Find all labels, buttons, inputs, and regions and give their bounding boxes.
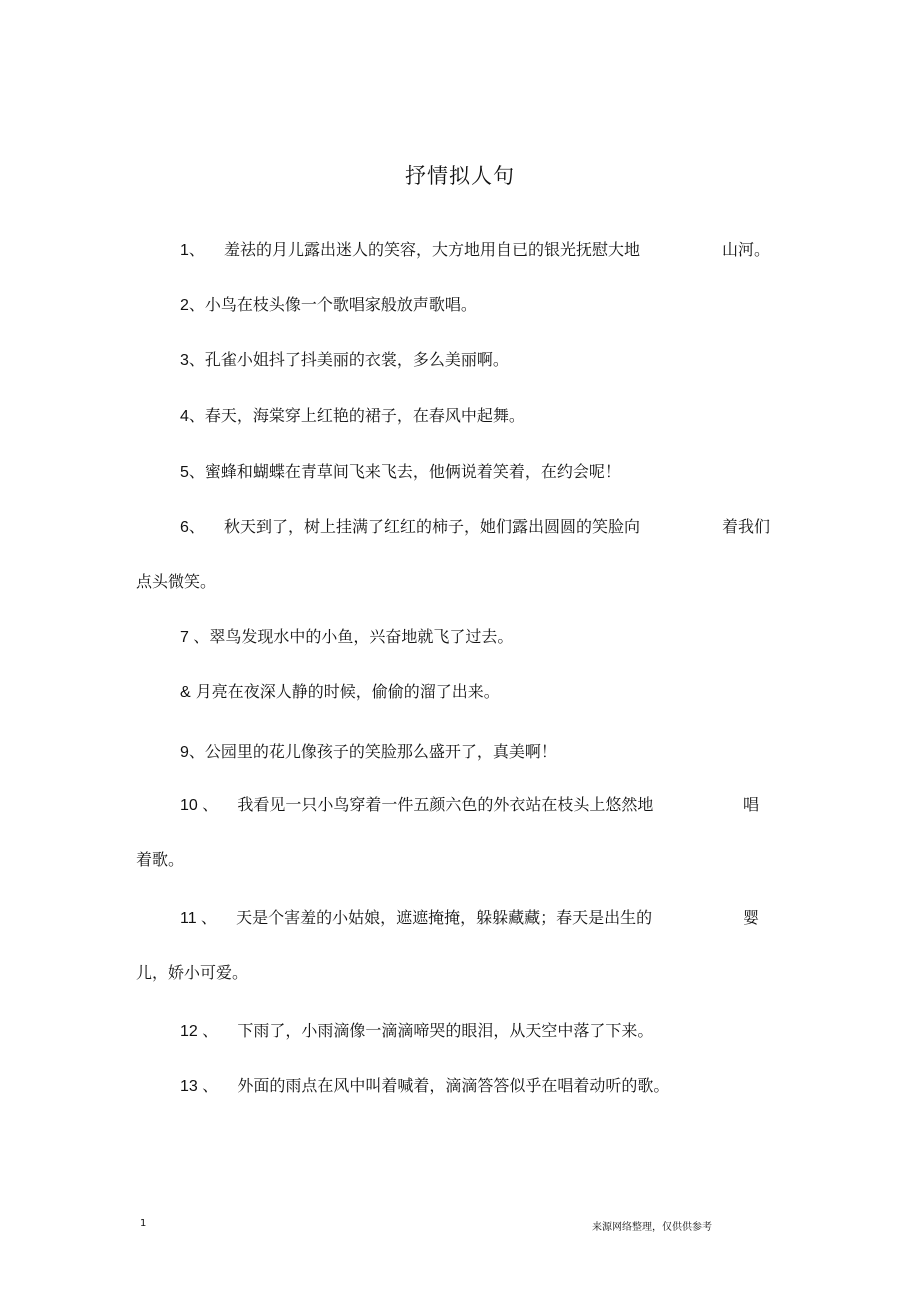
sentence-10-continuation: 着歌。 [136,850,185,869]
sentence-text: 外面的雨点在风中叫着喊着，滴滴答答似乎在唱着动听的歌。 [237,1076,670,1095]
sentence-5 [180,460,621,485]
item-number: 6、 [180,519,205,536]
item-number: 5、 [180,464,205,481]
item-number: 11 、 [180,910,218,927]
item-number: 12 、 [180,1023,219,1040]
sentence-text: 小鸟在枝头像一个歌唱家般放声歌唱。 [204,295,477,314]
sentence-11-continuation: 儿，娇小可爱。 [136,963,249,982]
sentence-text: 春天，海棠穿上红艳的裙子，在春风中起舞。 [204,406,525,425]
sentence-4 [180,404,525,429]
footer-note: 来源网络整理，仅供供参考 [592,1222,712,1233]
sentence-12 [180,1019,653,1044]
sentence-7 [180,625,513,650]
item-number: 9、 [180,744,205,761]
sentence-text: 翠鸟发现水中的小鱼，兴奋地就飞了过去。 [209,627,514,646]
sentence-2 [180,293,477,318]
sentence-10 [180,793,653,818]
sentence-text: 下雨了，小雨滴像一滴滴啼哭的眼泪，从天空中落了下来。 [237,1021,654,1040]
sentence-text: 孔雀小姐抖了抖美丽的衣裳，多么美丽啊。 [204,350,509,369]
sentence-1-tail: 山河。 [722,240,771,259]
item-number: 3、 [180,352,205,369]
sentence-11-tail: 婴 [743,908,760,927]
item-number: 2、 [180,297,205,314]
sentence-3 [180,348,509,373]
sentence-1 [180,238,640,263]
item-number: 4、 [180,408,205,425]
sentence-text: 月亮在夜深人静的时候，偷偷的溜了出来。 [195,682,500,701]
sentence-text: 天是个害羞的小姑娘，遮遮掩掩，躲躲藏藏；春天是出生的 [236,908,653,927]
sentence-9 [180,740,557,765]
page-number: 1 [140,1218,147,1229]
item-number: & [180,684,191,701]
page-title: 抒情拟人句 [405,164,515,188]
sentence-text: 秋天到了，树上挂满了红红的柿子，她们露出圆圆的笑脸向 [224,517,641,536]
item-number: 10 、 [180,797,219,814]
sentence-10-tail: 唱 [743,795,760,814]
item-number: 13 、 [180,1078,219,1095]
sentence-11 [180,906,652,931]
sentence-text: 我看见一只小鸟穿着一件五颜六色的外衣站在枝头上悠然地 [237,795,654,814]
sentence-text: 羞祛的月儿露出迷人的笑容，大方地用自已的银光抚慰大地 [224,240,641,259]
sentence-6-tail: 着我们 [722,517,771,536]
sentence-6-continuation: 点头微笑。 [136,572,217,591]
sentence-text: 公园里的花儿像孩子的笑脸那么盛开了，真美啊！ [204,742,557,761]
item-number: 1、 [180,242,205,259]
item-number: 7 、 [180,629,210,646]
sentence-8 [180,680,500,705]
sentence-text: 蜜蜂和蝴蝶在青草间飞来飞去，他俩说着笑着，在约会呢！ [204,462,621,481]
sentence-13 [180,1074,669,1099]
sentence-6 [180,515,640,540]
